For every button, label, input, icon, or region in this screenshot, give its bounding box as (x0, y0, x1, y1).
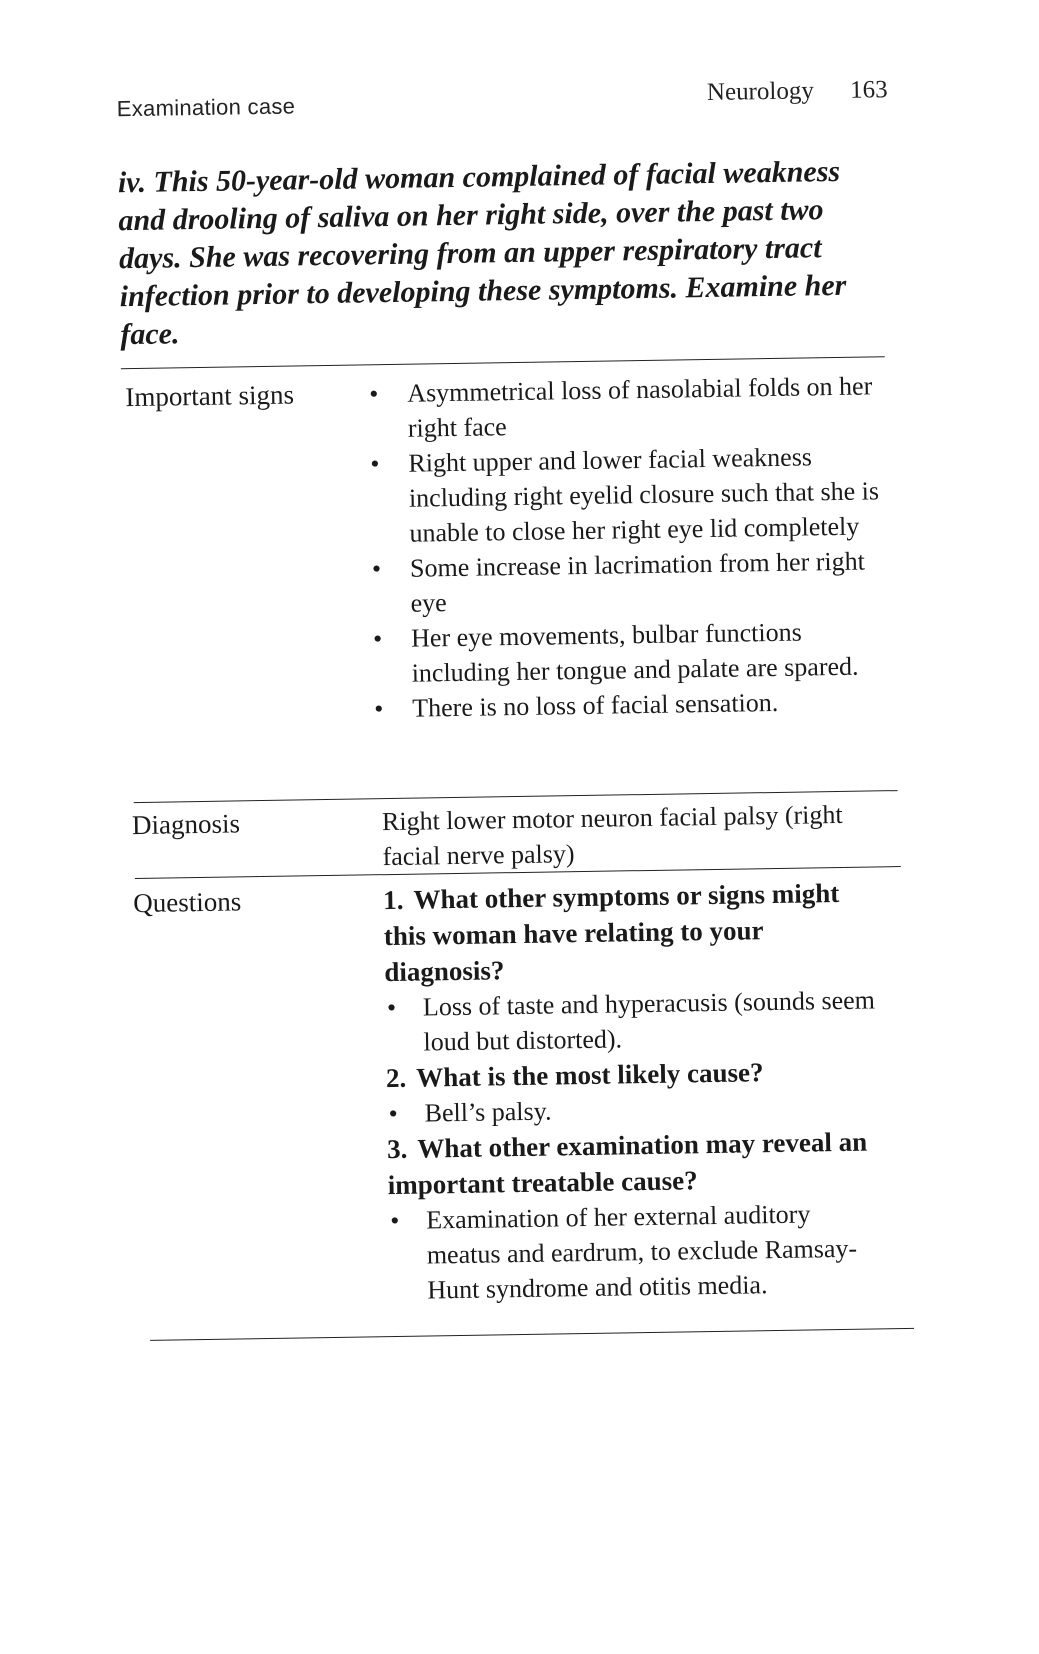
list-item: • Right upper and lower facial weakness including right eyelid closure such that she is unable to close her right eye lid completely (370, 438, 892, 551)
answer-item: • Bell’s palsy. (386, 1088, 886, 1131)
page-number: 163 (849, 76, 888, 104)
list-item: • Some increase in lacrimation from her right eye (372, 543, 893, 621)
questions-label: Questions (133, 886, 242, 919)
important-signs-body (369, 368, 894, 726)
list-item: • Asymmetrical loss of nasolabial folds on her right face (369, 368, 890, 446)
diagnosis-row (128, 796, 908, 872)
section-title: Neurology (706, 77, 815, 106)
question-block (383, 874, 886, 1060)
table-top-rule (121, 356, 885, 369)
answer-item: • Examination of her external auditory meatus and eardrum, to exclude Ramsay-Hunt syndrome and otitis media. (388, 1195, 890, 1308)
list-item: • There is no loss of facial sensation. (374, 683, 894, 726)
question-number: 2. (385, 1062, 407, 1094)
answer-item: • Loss of taste and hyperacusis (sounds seem loud but distorted). (385, 982, 886, 1060)
table-bottom-rule (150, 1328, 914, 1341)
case-heading: iv. This 50-year-old woman complained of facial weakness and drooling of saliva on her right side, over the past two days. She was recovering from an upper respiratory tract infection prior to developing these symptoms. Examine her face. (117, 154, 847, 352)
important-signs-row (121, 368, 901, 723)
question-label: What other symptoms or signs might this woman have relating to your diagnosis? (383, 877, 840, 988)
answer-list (388, 1195, 890, 1308)
diagnosis-label: Diagnosis (131, 808, 241, 841)
answer-list (385, 982, 886, 1060)
question-number: 3. (386, 1133, 408, 1165)
question-number: 1. (383, 884, 404, 916)
running-header-right (707, 76, 888, 107)
question-label: What other examination may reveal an important treatable cause? (387, 1126, 868, 1201)
question-text (383, 874, 885, 990)
important-signs-label: Important signs (125, 379, 295, 413)
important-signs-list (369, 368, 894, 726)
question-block (387, 1123, 890, 1308)
question-block (386, 1052, 887, 1131)
running-header-left: Examination case (116, 93, 296, 122)
diagnosis-text: Right lower motor neuron facial palsy (right facial nerve palsy) (381, 799, 843, 872)
question-label: What is the most likely cause? (416, 1057, 764, 1093)
question-text (387, 1123, 888, 1203)
list-item: • Her eye movements, bulbar functions including her tongue and palate are spared. (373, 613, 894, 691)
questions-body (383, 874, 890, 1308)
